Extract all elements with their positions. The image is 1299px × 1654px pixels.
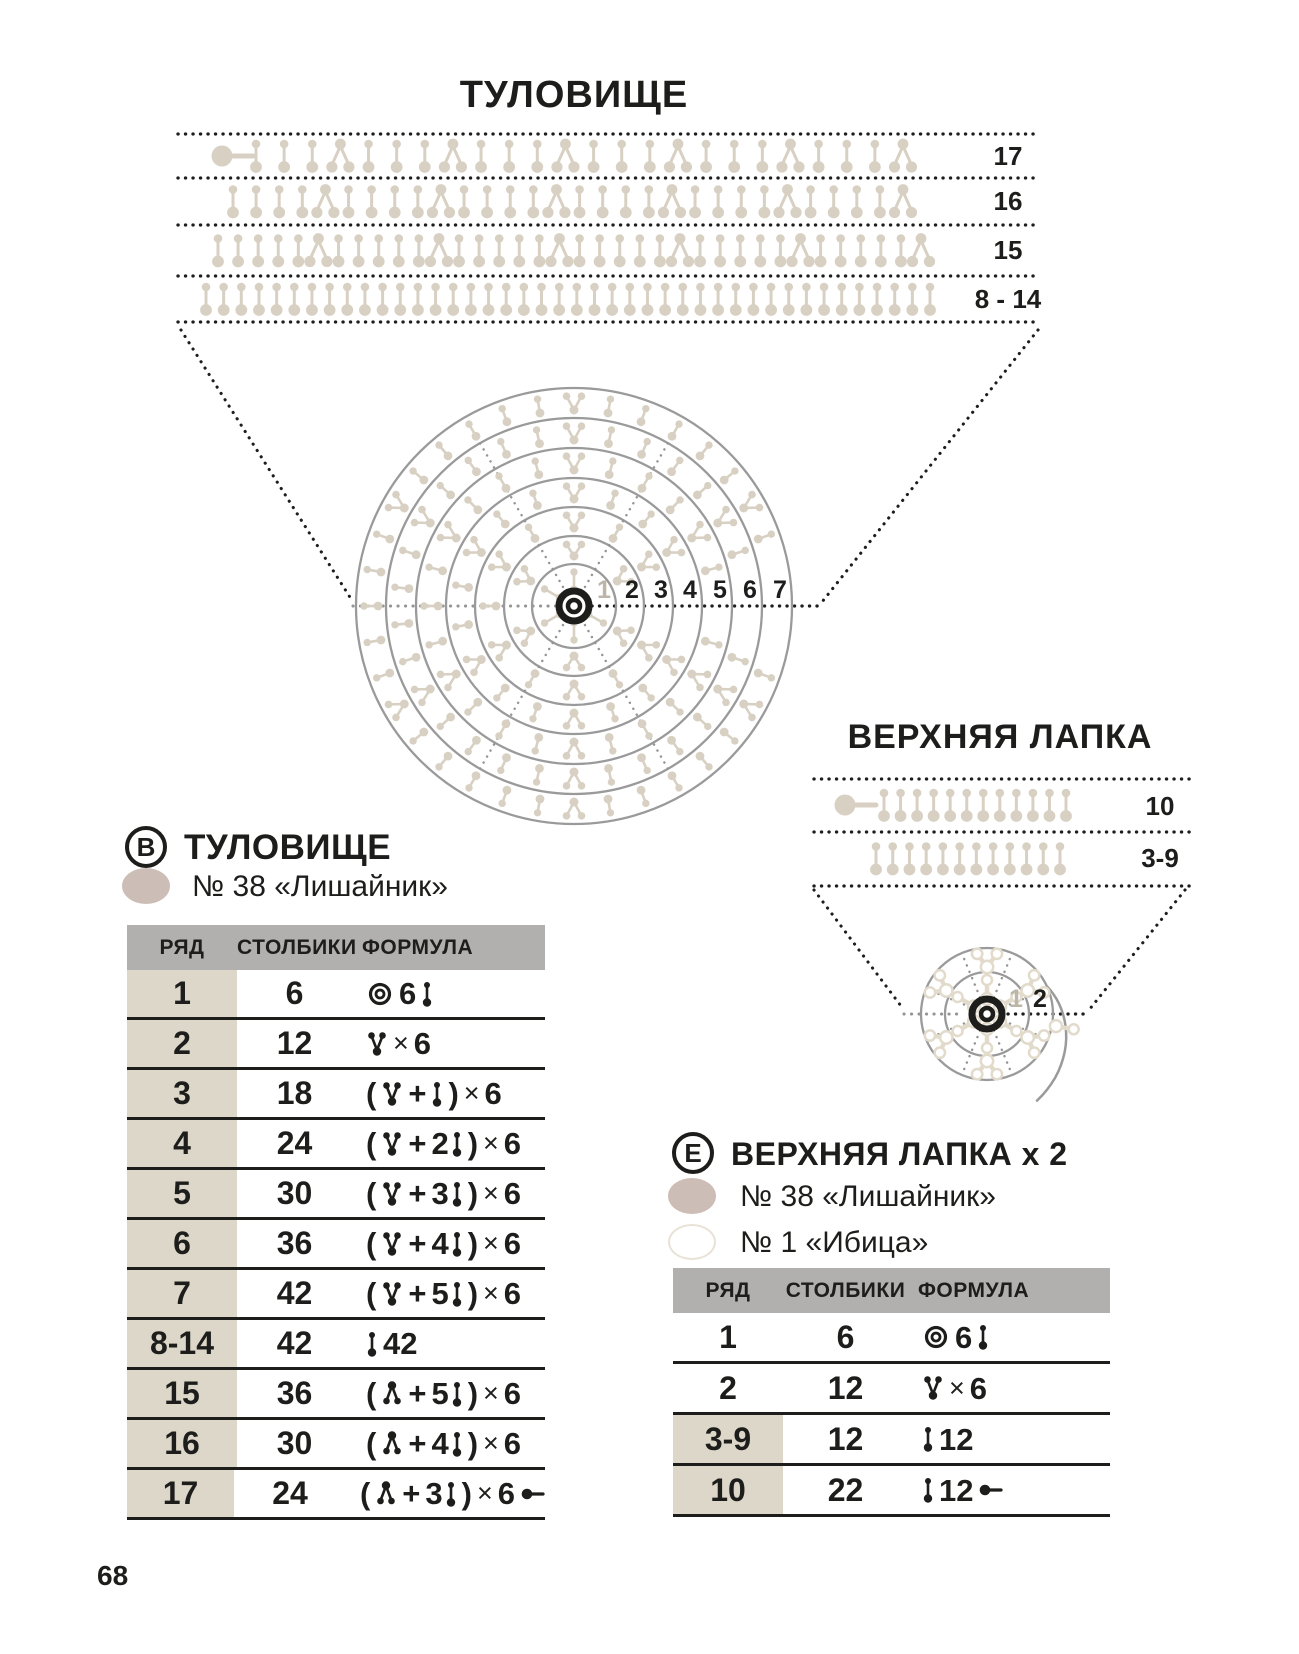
stitch-count-cell: 22 bbox=[827, 1471, 864, 1508]
row-cell: 17 bbox=[127, 1470, 234, 1517]
inc-stitch-icon bbox=[922, 1374, 944, 1402]
sc-stitch-icon bbox=[366, 1330, 378, 1358]
table-e-rows bbox=[673, 1313, 1110, 1517]
body-strip-label-8-14: 8 - 14 bbox=[974, 283, 1042, 314]
body-strip-label-16: 16 bbox=[993, 185, 1023, 216]
stitch-count-cell: 6 bbox=[285, 975, 304, 1011]
col-header-row: РЯД bbox=[705, 1278, 751, 1302]
sc-stitch-icon bbox=[451, 1380, 463, 1408]
paw-circle-chart bbox=[814, 890, 1185, 1101]
section-b-badge: В bbox=[125, 826, 167, 868]
col-header-formula: ФОРМУЛА bbox=[362, 935, 474, 959]
sl-stitch-icon bbox=[978, 1476, 1003, 1504]
ring-number: 7 bbox=[773, 576, 787, 604]
sc-stitch-icon bbox=[451, 1180, 463, 1208]
stitch-count-cell: 24 bbox=[272, 1475, 308, 1511]
sc-stitch-icon bbox=[451, 1230, 463, 1258]
dec-stitch-icon bbox=[381, 1380, 403, 1408]
formula-text: 42 bbox=[383, 1326, 418, 1361]
table-row bbox=[673, 1313, 1110, 1364]
sc-stitch-icon bbox=[922, 1425, 934, 1453]
row-cell: 1 bbox=[127, 970, 237, 1017]
formula-cell bbox=[352, 1120, 545, 1167]
stitch-count-cell: 24 bbox=[276, 1125, 313, 1161]
table-row bbox=[127, 1420, 545, 1470]
col-header-stitches: СТОЛБИКИ bbox=[237, 935, 357, 959]
formula-count-with-icon bbox=[431, 1278, 462, 1309]
paw-strip-label-10: 10 bbox=[1145, 790, 1175, 821]
inc-stitch-icon bbox=[381, 1230, 403, 1258]
times-sign: × bbox=[949, 1372, 965, 1403]
table-row bbox=[127, 1470, 545, 1520]
sc-stitch-icon bbox=[977, 1323, 989, 1351]
row-cell: 3 bbox=[127, 1070, 237, 1117]
table-e-header bbox=[673, 1268, 1110, 1313]
formula-text: ( bbox=[366, 1426, 377, 1461]
formula-text: + bbox=[408, 1176, 427, 1211]
row-cell: 7 bbox=[127, 1270, 237, 1317]
formula-text: 6 bbox=[503, 1376, 522, 1411]
times-sign: × bbox=[476, 1478, 493, 1508]
row-cell: 4 bbox=[127, 1120, 237, 1167]
table-row bbox=[127, 1220, 545, 1270]
table-row bbox=[673, 1466, 1110, 1517]
yarn-swatch-38 bbox=[122, 868, 170, 904]
formula-number: 5 bbox=[431, 1276, 449, 1311]
formula-cell bbox=[346, 1470, 545, 1517]
formula-text: + bbox=[408, 1376, 427, 1411]
ring-number: 5 bbox=[713, 576, 727, 604]
formula-cell bbox=[352, 1220, 545, 1267]
formula-cell bbox=[352, 1420, 545, 1467]
inc-stitch-icon bbox=[381, 1130, 403, 1158]
stitch-count-cell: 42 bbox=[276, 1275, 313, 1311]
stitch-count-cell: 30 bbox=[276, 1425, 313, 1461]
yarn-label-1: № 1 «Ибица» bbox=[740, 1226, 929, 1259]
sc-stitch-icon bbox=[431, 1080, 443, 1108]
table-row bbox=[127, 1370, 545, 1420]
formula-text: ) bbox=[467, 1126, 479, 1161]
yarn-swatch-1 bbox=[668, 1224, 716, 1260]
row-cell: 6 bbox=[127, 1220, 237, 1267]
formula-cell bbox=[352, 1170, 545, 1217]
formula-cell bbox=[352, 1070, 545, 1117]
formula-count-with-icon bbox=[431, 1178, 462, 1209]
times-sign: × bbox=[483, 1278, 499, 1308]
mr-stitch-icon bbox=[922, 1323, 950, 1351]
row-cell: 5 bbox=[127, 1170, 237, 1217]
body-chart-title: ТУЛОВИЩЕ bbox=[459, 74, 689, 116]
formula-text: 6 bbox=[497, 1476, 515, 1511]
formula-count-with-icon bbox=[425, 1478, 456, 1509]
formula-number: 5 bbox=[431, 1376, 449, 1411]
formula-count-with-icon bbox=[431, 1228, 462, 1259]
table-row bbox=[127, 1320, 545, 1370]
formula-number: 3 bbox=[425, 1476, 443, 1511]
formula-text: + bbox=[402, 1476, 421, 1511]
table-row bbox=[673, 1415, 1110, 1466]
formula-cell bbox=[908, 1415, 1110, 1463]
ring-number: 1 bbox=[1009, 985, 1023, 1013]
sc-stitch-icon bbox=[445, 1480, 457, 1508]
table-row bbox=[127, 1170, 545, 1220]
paw-strip-label-3-9: 3-9 bbox=[1141, 842, 1179, 873]
stitch-count-cell: 12 bbox=[276, 1025, 313, 1061]
formula-text: 12 bbox=[939, 1421, 974, 1457]
formula-text: ) bbox=[467, 1276, 479, 1311]
stitch-count-cell: 12 bbox=[827, 1420, 864, 1457]
yarn-label-38-e: № 38 «Лишайник» bbox=[740, 1180, 996, 1213]
formula-text: 6 bbox=[503, 1276, 522, 1311]
stitch-count-cell: 6 bbox=[836, 1318, 855, 1355]
times-sign: × bbox=[483, 1178, 499, 1208]
times-sign: × bbox=[483, 1378, 499, 1408]
formula-text: 6 bbox=[413, 1026, 432, 1061]
times-sign: × bbox=[483, 1428, 499, 1458]
paw-chart-title: ВЕРХНЯЯ ЛАПКА bbox=[847, 718, 1153, 756]
formula-number: 4 bbox=[431, 1226, 449, 1261]
ring-number: 4 bbox=[683, 576, 697, 604]
formula-text: ( bbox=[366, 1376, 377, 1411]
formula-text: 6 bbox=[955, 1319, 973, 1355]
formula-text: 6 bbox=[399, 976, 417, 1011]
inc-stitch-icon bbox=[381, 1180, 403, 1208]
formula-text: + bbox=[408, 1276, 427, 1311]
stitch-count-cell: 18 bbox=[276, 1075, 313, 1111]
page-number: 68 bbox=[97, 1560, 129, 1591]
formula-cell bbox=[352, 1020, 545, 1067]
sc-stitch-icon bbox=[451, 1130, 463, 1158]
formula-text: ) bbox=[448, 1076, 459, 1111]
formula-text: ( bbox=[366, 1276, 377, 1311]
formula-count-with-icon bbox=[431, 1378, 462, 1409]
sl-stitch-icon bbox=[520, 1480, 545, 1508]
stitch-count-cell: 42 bbox=[276, 1325, 313, 1361]
ring-number: 6 bbox=[743, 576, 757, 604]
row-cell: 8-14 bbox=[127, 1320, 237, 1367]
row-cell: 2 bbox=[719, 1369, 737, 1406]
row-cell: 16 bbox=[127, 1420, 237, 1467]
formula-text: ) bbox=[467, 1226, 479, 1261]
formula-text: ( bbox=[359, 1476, 371, 1511]
formula-cell bbox=[352, 1370, 545, 1417]
table-row bbox=[127, 1020, 545, 1070]
col-header-formula: ФОРМУЛА bbox=[918, 1278, 1030, 1302]
formula-text: + bbox=[408, 1226, 427, 1261]
times-sign: × bbox=[483, 1228, 499, 1258]
formula-text: ) bbox=[467, 1176, 479, 1211]
ring-number: 2 bbox=[1033, 985, 1047, 1013]
row-cell: 2 bbox=[127, 1020, 237, 1067]
sc-stitch-icon bbox=[451, 1430, 463, 1458]
table-row bbox=[127, 970, 545, 1020]
formula-number: 3 bbox=[431, 1176, 449, 1211]
formula-text: ( bbox=[366, 1076, 377, 1111]
formula-text: ) bbox=[467, 1426, 479, 1461]
sc-stitch-icon bbox=[922, 1476, 934, 1504]
table-b-rows bbox=[127, 970, 545, 1520]
formula-count-with-icon bbox=[431, 1428, 462, 1459]
table-row bbox=[127, 1120, 545, 1170]
inc-stitch-icon bbox=[366, 1030, 388, 1058]
formula-text: + bbox=[408, 1126, 427, 1161]
times-sign: × bbox=[463, 1078, 480, 1108]
formula-text: 12 bbox=[939, 1472, 974, 1508]
formula-cell bbox=[352, 1320, 545, 1367]
formula-count-with-icon bbox=[431, 1128, 462, 1159]
formula-text: ) bbox=[467, 1376, 479, 1411]
row-cell: 1 bbox=[719, 1318, 737, 1355]
table-b-header bbox=[127, 925, 545, 970]
formula-text: + bbox=[408, 1426, 427, 1461]
stitch-count-cell: 36 bbox=[276, 1375, 313, 1411]
formula-text: + bbox=[408, 1076, 427, 1111]
mr-stitch-icon bbox=[366, 980, 394, 1008]
yarn-label-38: № 38 «Лишайник» bbox=[192, 870, 448, 903]
formula-text: 6 bbox=[503, 1126, 522, 1161]
col-header-stitches: СТОЛБИКИ bbox=[785, 1278, 906, 1302]
formula-text: ) bbox=[461, 1476, 472, 1511]
formula-cell bbox=[352, 1270, 545, 1317]
formula-cell bbox=[908, 1313, 1110, 1361]
formula-text: 6 bbox=[969, 1370, 988, 1406]
table-row bbox=[127, 1270, 545, 1320]
body-strip-diagram bbox=[178, 134, 1040, 322]
formula-text: 6 bbox=[484, 1076, 502, 1111]
formula-text: ( bbox=[366, 1176, 377, 1211]
times-sign: × bbox=[393, 1028, 409, 1058]
formula-cell bbox=[908, 1364, 1110, 1412]
formula-text: 6 bbox=[503, 1176, 522, 1211]
times-sign: × bbox=[483, 1128, 499, 1158]
formula-text: ( bbox=[366, 1126, 377, 1161]
formula-text: ( bbox=[366, 1226, 377, 1261]
inc-stitch-icon bbox=[381, 1080, 403, 1108]
body-strip-label-15: 15 bbox=[993, 234, 1023, 265]
row-cell: 3-9 bbox=[673, 1415, 783, 1463]
formula-number: 2 bbox=[431, 1126, 449, 1161]
sc-stitch-icon bbox=[421, 980, 433, 1008]
stitch-count-cell: 30 bbox=[276, 1175, 313, 1211]
formula-text: 6 bbox=[503, 1426, 522, 1461]
stitch-count-cell: 12 bbox=[827, 1369, 864, 1406]
ring-number: 3 bbox=[654, 576, 668, 604]
stitch-count-cell: 36 bbox=[276, 1225, 313, 1261]
sc-stitch-icon bbox=[451, 1280, 463, 1308]
section-e-badge: Е bbox=[672, 1132, 714, 1174]
yarn-swatch-38-e bbox=[668, 1178, 716, 1214]
formula-cell bbox=[908, 1466, 1110, 1514]
formula-text: 6 bbox=[503, 1226, 522, 1261]
inc-stitch-icon bbox=[381, 1280, 403, 1308]
section-b-title: ТУЛОВИЩЕ bbox=[184, 828, 392, 867]
body-strip-label-17: 17 bbox=[993, 140, 1023, 171]
table-row bbox=[127, 1070, 545, 1120]
formula-number: 4 bbox=[431, 1426, 449, 1461]
row-cell: 10 bbox=[673, 1466, 783, 1514]
section-e-title: ВЕРХНЯЯ ЛАПКА x 2 bbox=[731, 1136, 1068, 1172]
table-row bbox=[673, 1364, 1110, 1415]
col-header-row: РЯД bbox=[159, 935, 205, 959]
dec-stitch-icon bbox=[375, 1480, 397, 1508]
row-cell: 15 bbox=[127, 1370, 237, 1417]
formula-cell bbox=[352, 970, 545, 1017]
dec-stitch-icon bbox=[381, 1430, 403, 1458]
ring-number: 2 bbox=[625, 576, 639, 604]
ring-number: 1 bbox=[597, 576, 611, 604]
